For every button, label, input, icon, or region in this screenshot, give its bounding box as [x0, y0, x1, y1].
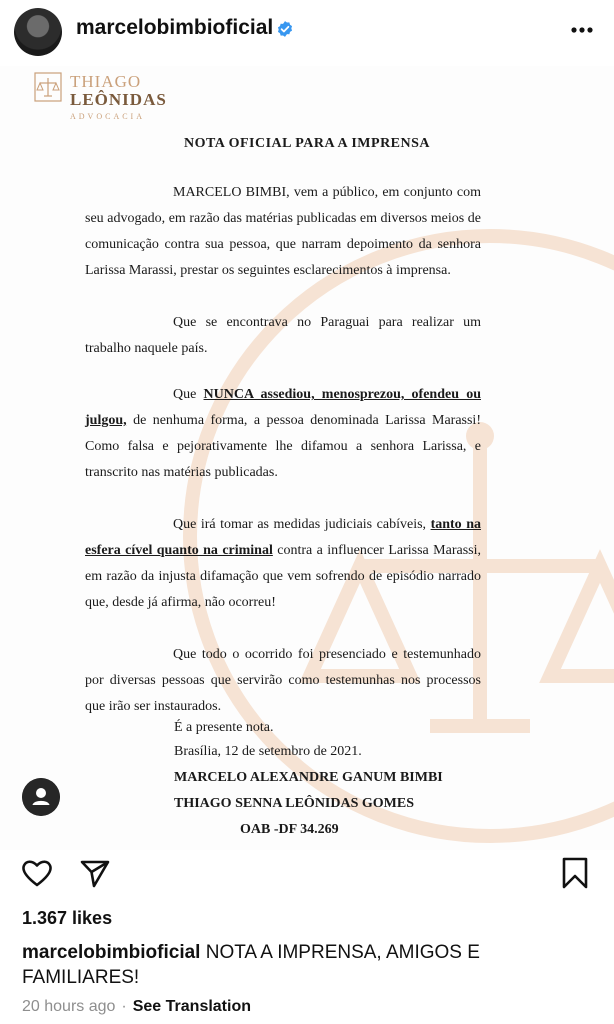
profile-avatar[interactable] [14, 8, 62, 56]
post-username[interactable]: marcelobimbioficial [76, 16, 274, 39]
post-image-document[interactable] [0, 66, 614, 850]
user-tag-icon[interactable] [22, 778, 60, 816]
logo-name-line2: LEÔNIDAS [70, 90, 167, 109]
signature-2: THIAGO SENNA LEÔNIDAS GOMES [174, 796, 414, 811]
logo-name-line1: THIAGO [70, 72, 142, 91]
post-timestamp: 20 hours ago [22, 998, 116, 1015]
paragraph-3: Que NUNCA assediou, menosprezou, ofendeu ou julgou, de nenhuma forma, a pessoa denominada Larissa Marassi! Como falsa e pejorativamente lhe difamou a senhora Larissa, e transcrito nas matérias publicadas. [85, 387, 481, 480]
heart-icon[interactable] [20, 856, 54, 890]
post-meta [22, 998, 251, 1016]
paragraph-1: MARCELO BIMBI, vem a público, em conjunto com seu advogado, em razão das matérias publicadas em diversos meios de comunicação contra sua pessoa, que narram depoimento da senhora Larissa Marassi, prestar os seguintes esclarecimentos à imprensa. [85, 185, 481, 278]
post-header [0, 0, 614, 66]
signature-1: MARCELO ALEXANDRE GANUM BIMBI [174, 770, 443, 785]
document-title: NOTA OFICIAL PARA A IMPRENSA [183, 136, 431, 151]
scales-logo-icon [34, 72, 62, 102]
verified-badge-icon [276, 20, 294, 38]
more-options-icon[interactable] [566, 18, 598, 42]
bookmark-icon[interactable] [558, 856, 592, 890]
caption-username[interactable]: marcelobimbioficial [22, 942, 201, 963]
likes-count[interactable]: 1.367 likes [22, 908, 113, 928]
send-icon[interactable] [78, 856, 112, 890]
logo-subtitle: ADVOCACIA [70, 112, 145, 121]
paragraph-2: Que se encontrava no Paraguai para realizar um trabalho naquele país. [85, 315, 481, 356]
closing-line: É a presente nota. [174, 720, 274, 735]
paragraph-4-emphasis: tanto na esfera cível quanto na criminal [85, 517, 481, 558]
paragraph-4: Que irá tomar as medidas judiciais cabíveis, tanto na esfera cível quanto na criminal contra a influencer Larissa Marassi, em razão da injusta difamação que vem sofrendo de episódio narrado que, desde já afirma, não ocorreu! [85, 517, 481, 610]
paragraph-3-emphasis: NUNCA assediou, menosprezou, ofendeu ou julgou, [85, 387, 481, 428]
place-date: Brasília, 12 de setembro de 2021. [174, 744, 362, 759]
post-actions [0, 850, 614, 900]
post-caption [22, 940, 592, 990]
caption-text: NOTA A IMPRENSA, AMIGOS E FAMILIARES! [22, 942, 480, 988]
paragraph-5: Que todo o ocorrido foi presenciado e testemunhado por diversas pessoas que servirão como testemunhas nos processos que irão ser instaurados. [85, 647, 481, 714]
meta-separator: · [121, 998, 127, 1015]
see-translation-link[interactable]: See Translation [132, 998, 251, 1015]
signature-3: OAB -DF 34.269 [240, 822, 339, 837]
